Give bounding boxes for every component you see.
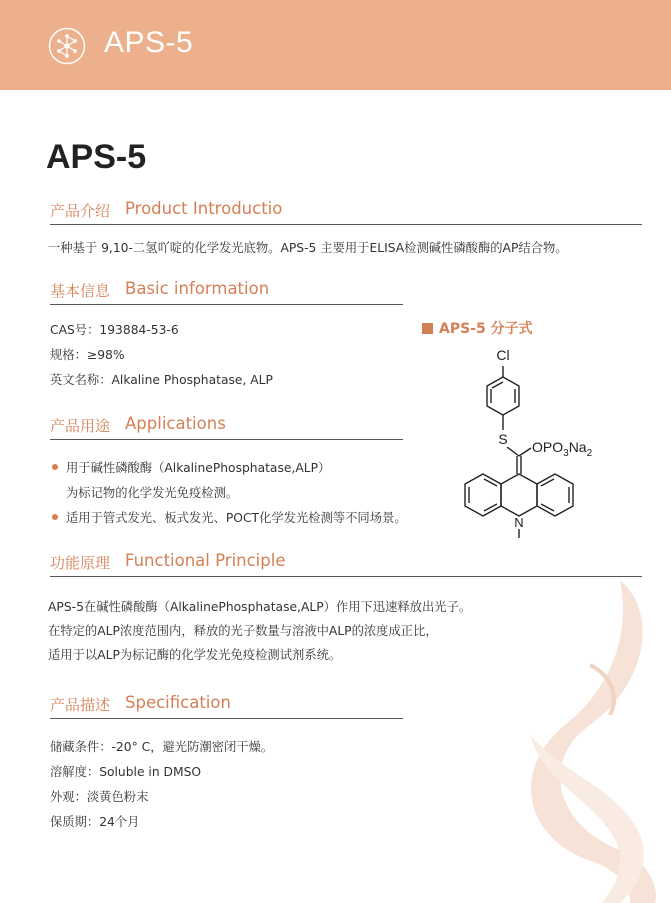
section-divider (50, 304, 403, 305)
decorative-swirl (470, 575, 671, 903)
spec-purity: 规格：≥98% (50, 348, 125, 362)
appearance: 外观：淡黄色粉末 (50, 790, 149, 804)
solubility: 溶解度：Soluble in DMSO (50, 765, 202, 779)
principle-line-3: 适用于以ALP为标记酶的化学发光免疫检测试剂系统。 (48, 648, 342, 662)
section-heading-en: Applications (125, 414, 226, 433)
section-divider (50, 439, 403, 440)
header-band (0, 0, 671, 90)
application-item-1-line-2: 为标记物的化学发光免疫检测。 (66, 486, 239, 500)
section-heading-cn: 功能原理 (50, 554, 111, 572)
principle-line-1: APS-5在碱性磷酸酶（AlkalinePhosphatase,ALP）作用下迅速释放出光子。 (48, 600, 472, 614)
atom-nitrogen: N (514, 515, 524, 530)
shelf-life: 保质期：24个月 (50, 815, 140, 829)
cas-number: CAS号：193884-53-6 (50, 323, 179, 337)
product-title: APS-5 (46, 138, 147, 176)
section-heading-cn: 产品介绍 (50, 202, 111, 220)
section-heading-cn: 基本信息 (50, 282, 111, 300)
group-na: Na (568, 439, 587, 455)
group-opo: OPO (532, 439, 564, 455)
section-divider (50, 224, 642, 225)
principle-line-2: 在特定的ALP浓度范围内，释放的光子数量与溶液中ALP的浓度成正比， (48, 624, 438, 638)
bullet-icon (52, 514, 58, 520)
section-heading-en: Basic information (125, 279, 270, 298)
molecular-structure (455, 344, 615, 559)
subscript-2: 2 (586, 448, 593, 459)
application-item-2: 适用于管式发光、板式发光、POCT化学发光检测等不同场景。 (66, 511, 407, 525)
section-divider (50, 718, 403, 719)
section-heading-cn: 产品用途 (50, 417, 111, 435)
square-bullet-icon (422, 323, 433, 334)
header-title: APS-5 (104, 26, 194, 59)
section-divider (50, 576, 642, 577)
section-heading-en: Specification (125, 693, 231, 712)
formula-label (422, 318, 533, 338)
molecule-network-icon (48, 27, 86, 65)
atom-chlorine: Cl (496, 347, 510, 363)
intro-text: 一种基于 9,10-二氢吖啶的化学发光底物。APS-5 主要用于ELISA检测碱性磷酸酶的AP结合物。 (48, 241, 568, 255)
bullet-icon (52, 464, 58, 470)
atom-sulfur: S (498, 431, 508, 447)
application-item-1-line-1: 用于碱性磷酸酶（AlkalinePhosphatase,ALP） (66, 461, 331, 475)
formula-label-text: APS-5 分子式 (439, 321, 533, 337)
storage-condition: 储藏条件：-20° C，避光防潮密闭干燥。 (50, 740, 274, 754)
section-heading-cn: 产品描述 (50, 696, 111, 714)
group-phosphate (532, 439, 593, 459)
section-heading-en: Product Introductio (125, 199, 283, 218)
subscript-3: 3 (563, 448, 569, 459)
section-heading-en: Functional Principle (125, 551, 286, 570)
english-name: 英文名称：Alkaline Phosphatase, ALP (50, 373, 273, 387)
